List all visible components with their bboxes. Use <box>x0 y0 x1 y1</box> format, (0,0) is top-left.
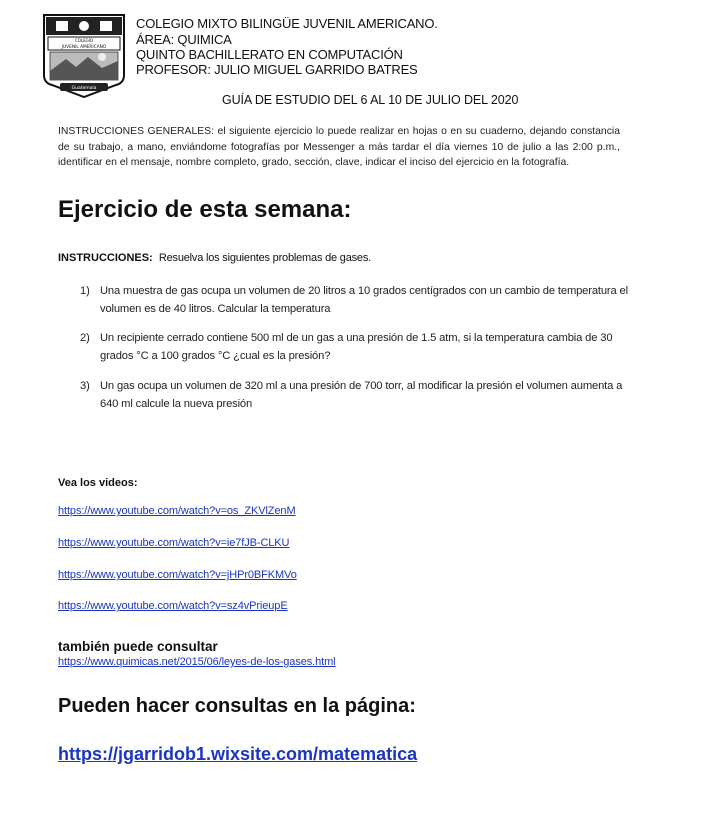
problem-text: Un recipiente cerrado contiene 500 ml de un gas a una presión de 1.5 atm, si la temperatura cambia de 30 grados °C a 100 grados °C ¿cual es la presión? <box>100 332 613 362</box>
problem-number: 3) <box>80 380 90 392</box>
video-link-3[interactable]: https://www.youtube.com/watch?v=jHPr0BFKMVo <box>58 569 297 581</box>
problem-text: Una muestra de gas ocupa un volumen de 20 litros a 10 grados centígrados con un cambio de temperatura el volumen es de 40 litros. Calcular la temperatura <box>100 285 628 315</box>
school-logo <box>42 13 126 98</box>
teacher-website-link[interactable]: https://jgarridob1.wixsite.com/matematica <box>58 744 418 764</box>
problem-item <box>80 282 640 322</box>
school-crest-icon <box>42 13 126 98</box>
video-link-4[interactable]: https://www.youtube.com/watch?v=sz4vPrieupE <box>58 600 288 612</box>
consult-heading: Pueden hacer consultas en la página: <box>58 695 416 717</box>
problem-item <box>80 377 640 417</box>
also-consult-label: también puede consultar <box>58 639 218 654</box>
svg-text:Guatemala: Guatemala <box>71 86 97 91</box>
svg-text:JUVENIL AMERICANO: JUVENIL AMERICANO <box>61 45 107 50</box>
instructions-text: Resuelva los siguientes problemas de gases. <box>158 252 371 264</box>
grade-level: QUINTO BACHILLERATO EN COMPUTACIÓN <box>136 47 403 62</box>
instructions-line <box>58 252 371 264</box>
video-link-2[interactable]: https://www.youtube.com/watch?v=ie7fJB-CLKU <box>58 537 290 549</box>
school-name: COLEGIO MIXTO BILINGÜE JUVENIL AMERICANO. <box>136 16 438 31</box>
general-instructions: INSTRUCCIONES GENERALES: el siguiente ejercicio lo puede realizar en hojas o en su cuaderno, dejando constancia de su trabajo, a mano, enviándome fotografías por Messenger a más tardar el día viernes 10 de julio a las 2:00 p.m., identificar en el mensaje, nombre completo, grado, sección, clave, indicar el inciso del ejercicio en la fotografía. <box>58 126 620 169</box>
problem-number: 2) <box>80 332 90 344</box>
gas-laws-link[interactable]: https://www.quimicas.net/2015/06/leyes-de-los-gases.html <box>58 656 336 668</box>
teacher-name: PROFESOR: JULIO MIGUEL GARRIDO BATRES <box>136 62 418 77</box>
instructions-label: INSTRUCCIONES: <box>58 252 153 264</box>
video-link-1[interactable]: https://www.youtube.com/watch?v=os_ZKVlZenM <box>58 505 296 517</box>
week-exercise-heading: Ejercicio de esta semana: <box>58 196 352 223</box>
problem-item <box>80 329 640 369</box>
subject-area: ÁREA: QUIMICA <box>136 32 232 47</box>
videos-label: Vea los videos: <box>58 477 138 489</box>
guide-title: GUÍA DE ESTUDIO DEL 6 AL 10 DE JULIO DEL 2020 <box>222 93 519 107</box>
problem-text: Un gas ocupa un volumen de 320 ml a una presión de 700 torr, al modificar la presión el volumen aumenta a 640 ml calcule la nueva presión <box>100 380 623 410</box>
problem-number: 1) <box>80 285 90 297</box>
svg-text:COLEGIO: COLEGIO <box>74 38 94 43</box>
